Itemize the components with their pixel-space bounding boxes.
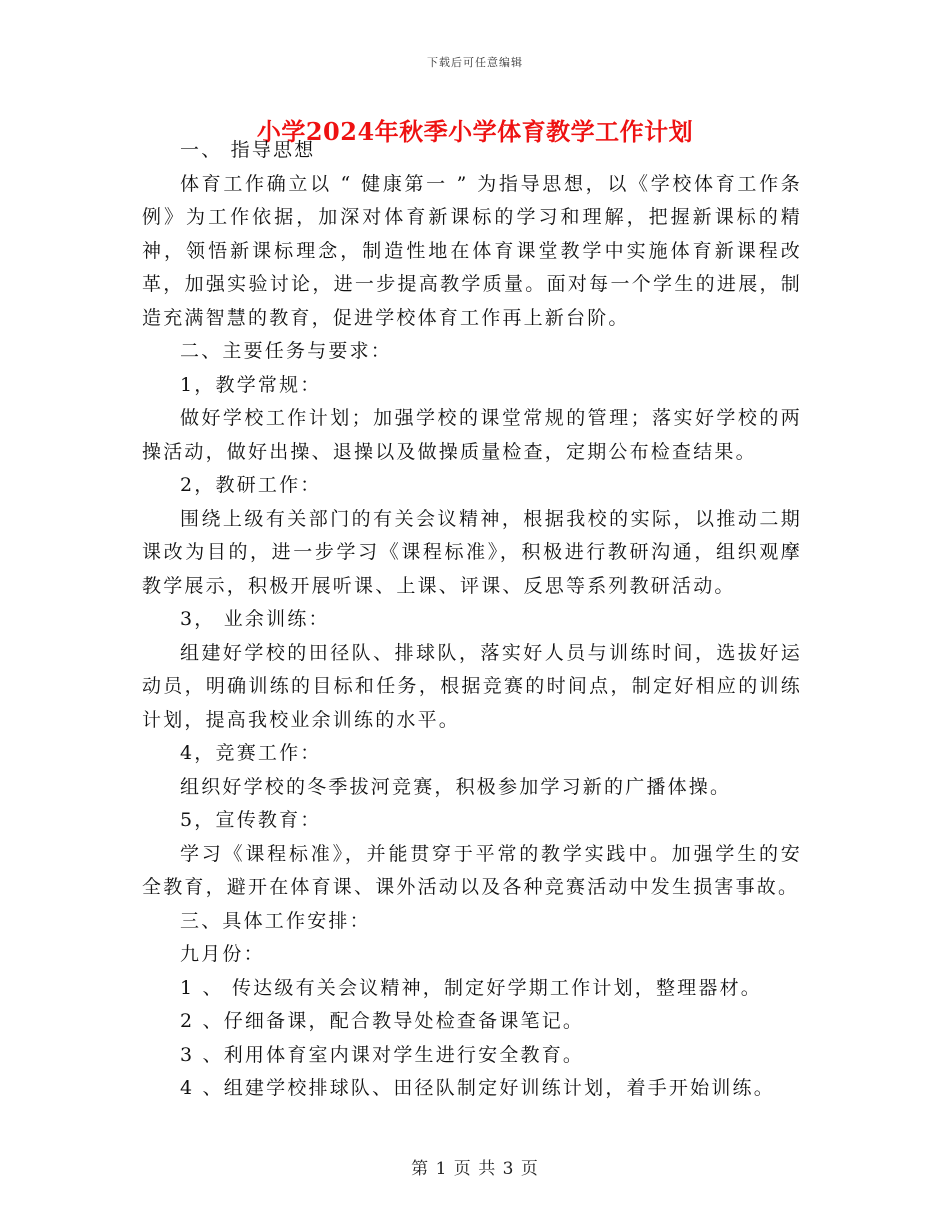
paragraph-guiding-ideology: 体育工作确立以 “ 健康第一 ” 为指导思想，以《学校体育工作条例》为工作依据，加深对体育新课标的学习和理解，把握新课标的精神，领悟新课标理念，制造性地在体育课堂教学中实施体育新课程改革，加强实验讨论，进一步提高教学质量。面对每一个学生的进展，制造充满智慧的教育，促进学校体育工作再上新台阶。	[142, 172, 802, 329]
header-note: 下载后可任意编辑	[427, 56, 523, 69]
list-item-september-4: 4 、组建学校排球队、田径队制定好训练计划，着手开始训练。	[180, 1077, 775, 1099]
document-title: 小学2024年秋季小学体育教学工作计划	[256, 117, 694, 146]
subheading-amateur-training: 3， 业余训练：	[180, 608, 330, 630]
list-item-september-1: 1 、 传达级有关会议精神，制定好学期工作计划，整理器材。	[180, 976, 762, 999]
subheading-teaching-routine: 1，教学常规：	[180, 373, 322, 396]
section-heading-work-arrangement: 三、具体工作安排：	[180, 909, 371, 932]
paragraph-teaching-routine: 做好学校工作计划；加强学校的课堂常规的管理；落实好学校的两操活动，做好出操、退操以及做操质量检查，定期公布检查结果。	[142, 407, 802, 463]
paragraph-teaching-research: 围绕上级有关部门的有关会议精神，根据我校的实际，以推动二期课改为目的，进一步学习《课程标准》，积极进行教研沟通，组织观摩教学展示，积极开展听课、上课、评课、反思等系列教研活动。	[142, 507, 802, 597]
page-number: 第 1 页 共 3 页	[411, 1159, 539, 1179]
document-body	[142, 134, 802, 1106]
list-item-september-2: 2 、仔细备课，配合教导处检查备课笔记。	[180, 1010, 585, 1032]
section-heading-main-tasks: 二、主要任务与要求：	[180, 340, 393, 362]
list-item-september-3: 3 、利用体育室内课对学生进行安全教育。	[180, 1043, 585, 1066]
subheading-september: 九月份：	[180, 943, 265, 965]
paragraph-amateur-training: 组建好学校的田径队、排球队，落实好人员与训练时间，选拔好运动员，明确训练的目标和任务，根据竞赛的时间点，制定好相应的训练计划，提高我校业余训练的水平。	[142, 641, 802, 731]
subheading-publicity-education: 5，宣传教育：	[180, 809, 322, 831]
paragraph-competition-work: 组织好学校的冬季拔河竞赛，积极参加学习新的广播体操。	[180, 775, 732, 798]
subheading-competition-work: 4，竞赛工作：	[180, 742, 322, 764]
subheading-teaching-research: 2，教研工作：	[180, 474, 322, 496]
paragraph-publicity-education: 学习《课程标准》，并能贯穿于平常的教学实践中。加强学生的安全教育，避开在体育课、课外活动以及各种竞赛活动中发生损害事故。	[142, 842, 802, 898]
section-heading-guiding-ideology: 一、 指导思想	[180, 139, 316, 161]
